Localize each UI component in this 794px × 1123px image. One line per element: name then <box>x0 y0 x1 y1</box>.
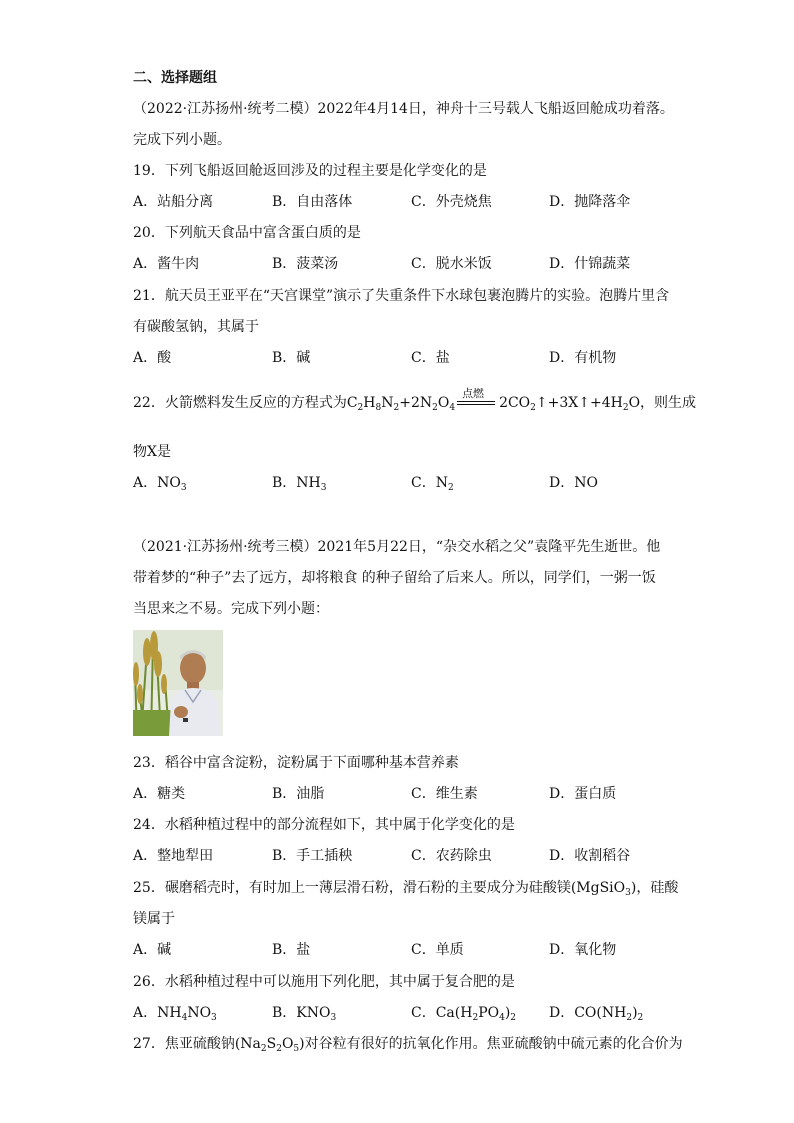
q22-formula: $C_2H_8N_2+2N_2O_4$ 点燃 $2CO_2↑+3X↑+4H_2O$ <box>347 395 640 411</box>
q25-stem-line2: 镁属于 <box>133 911 175 927</box>
rice-scientist-photo <box>133 630 223 736</box>
q24-option-d[interactable]: D．收割稻谷 <box>549 848 631 864</box>
q19-option-a[interactable]: A．站船分离 <box>133 194 214 210</box>
q26-option-a[interactable]: A．$NH_4NO_3$ <box>133 1005 217 1023</box>
q26-option-c[interactable]: C．$Ca(H_2PO_4)_2$ <box>411 1005 517 1023</box>
q25-option-a[interactable]: A．碱 <box>133 942 172 958</box>
q25-option-d[interactable]: D．氧化物 <box>549 942 617 958</box>
group2-intro-line2: 带着梦的“种子”去了远方，却将粮食 的种子留给了后来人。所以，同学们，一粥一饭 <box>133 570 656 586</box>
group1-intro-line2: 完成下列小题。 <box>133 132 231 148</box>
q22-option-b[interactable]: B．$NH_3$ <box>272 475 327 493</box>
q26-option-b[interactable]: B．$KNO_3$ <box>272 1005 337 1023</box>
q21-option-d[interactable]: D．有机物 <box>549 350 617 366</box>
q24-option-c[interactable]: C．农药除虫 <box>411 848 492 864</box>
q22-options <box>133 473 693 493</box>
q19-option-c[interactable]: C．外壳烧焦 <box>411 194 492 210</box>
photo-illustration <box>133 630 223 736</box>
q24-stem: 24．水稻种植过程中的部分流程如下，其中属于化学变化的是 <box>133 817 515 833</box>
q23-option-c[interactable]: C．维生素 <box>411 786 478 802</box>
q23-option-d[interactable]: D．蛋白质 <box>549 786 617 802</box>
q19-option-d[interactable]: D．抛降落伞 <box>549 194 631 210</box>
q26-option-d[interactable]: D．$CO(NH_2)_2$ <box>549 1005 644 1023</box>
q23-stem: 23．稻谷中富含淀粉，淀粉属于下面哪种基本营养素 <box>133 755 459 771</box>
q23-option-b[interactable]: B．油脂 <box>272 786 325 802</box>
section-title: 二、选择题组 <box>133 70 217 86</box>
q22-option-a[interactable]: A．$NO_3$ <box>133 475 187 493</box>
q25-stem-line1: 25．碾磨稻壳时，有时加上一薄层滑石粉，滑石粉的主要成分为硅酸镁(MgSiO$_3$)，硅酸 <box>133 880 679 898</box>
q25-options <box>133 940 693 960</box>
q22-option-d[interactable]: D．NO <box>549 475 598 491</box>
q22-stem-line2: 物X是 <box>133 444 171 460</box>
q23-option-a[interactable]: A．糖类 <box>133 786 186 802</box>
q21-option-a[interactable]: A．酸 <box>133 350 172 366</box>
q21-stem-line2: 有碳酸氢钠，其属于 <box>133 319 259 335</box>
q20-option-c[interactable]: C．脱水米饭 <box>411 256 492 272</box>
reaction-condition: 点燃 <box>462 387 485 400</box>
q19-stem: 19．下列飞船返回舱返回涉及的过程主要是化学变化的是 <box>133 163 487 179</box>
q22-option-c[interactable]: C．$N_2$ <box>411 475 454 493</box>
q25-option-c[interactable]: C．单质 <box>411 942 464 958</box>
q20-options <box>133 254 693 274</box>
q20-stem: 20．下列航天食品中富含蛋白质的是 <box>133 225 361 241</box>
group2-intro-line1: （2021·江苏扬州·统考三模）2021年5月22日，“杂交水稻之父”袁隆平先生逝世。他 <box>133 539 661 555</box>
q20-option-d[interactable]: D．什锦蔬菜 <box>549 256 631 272</box>
q24-options <box>133 846 693 866</box>
q27-stem: 27．焦亚硫酸钠$(Na_2S_2O_5)$对谷粒有很好的抗氧化作用。焦亚硫酸钠中硫元素的化合价为 <box>133 1036 683 1054</box>
q24-option-b[interactable]: B．手工插秧 <box>272 848 353 864</box>
q25-option-b[interactable]: B．盐 <box>272 942 311 958</box>
reaction-condition-arrow <box>455 387 499 413</box>
q22-stem-line1 <box>133 387 697 413</box>
q20-option-a[interactable]: A．酱牛肉 <box>133 256 200 272</box>
q21-option-b[interactable]: B．碱 <box>272 350 311 366</box>
q19-option-b[interactable]: B．自由落体 <box>272 194 353 210</box>
q20-option-b[interactable]: B．菠菜汤 <box>272 256 339 272</box>
q26-options <box>133 1003 693 1023</box>
group2-intro-line3: 当思来之不易。完成下列小题： <box>133 601 329 617</box>
q26-stem: 26．水稻种植过程中可以施用下列化肥，其中属于复合肥的是 <box>133 974 515 990</box>
q21-options <box>133 348 693 368</box>
q24-option-a[interactable]: A．整地犁田 <box>133 848 214 864</box>
q19-options <box>133 192 693 212</box>
q21-stem-line1: 21．航天员王亚平在“天宫课堂”演示了失重条件下水球包裹泡腾片的实验。泡腾片里含 <box>133 288 670 304</box>
q23-options <box>133 784 693 804</box>
q21-option-c[interactable]: C．盐 <box>411 350 450 366</box>
q22-suffix: ，则生成 <box>640 395 697 411</box>
q22-prefix: 22．火箭燃料发生反应的方程式为 <box>133 395 347 411</box>
group1-intro-line1: （2022·江苏扬州·统考二模）2022年4月14日，神舟十三号载人飞船返回舱成功着落。 <box>133 101 674 117</box>
